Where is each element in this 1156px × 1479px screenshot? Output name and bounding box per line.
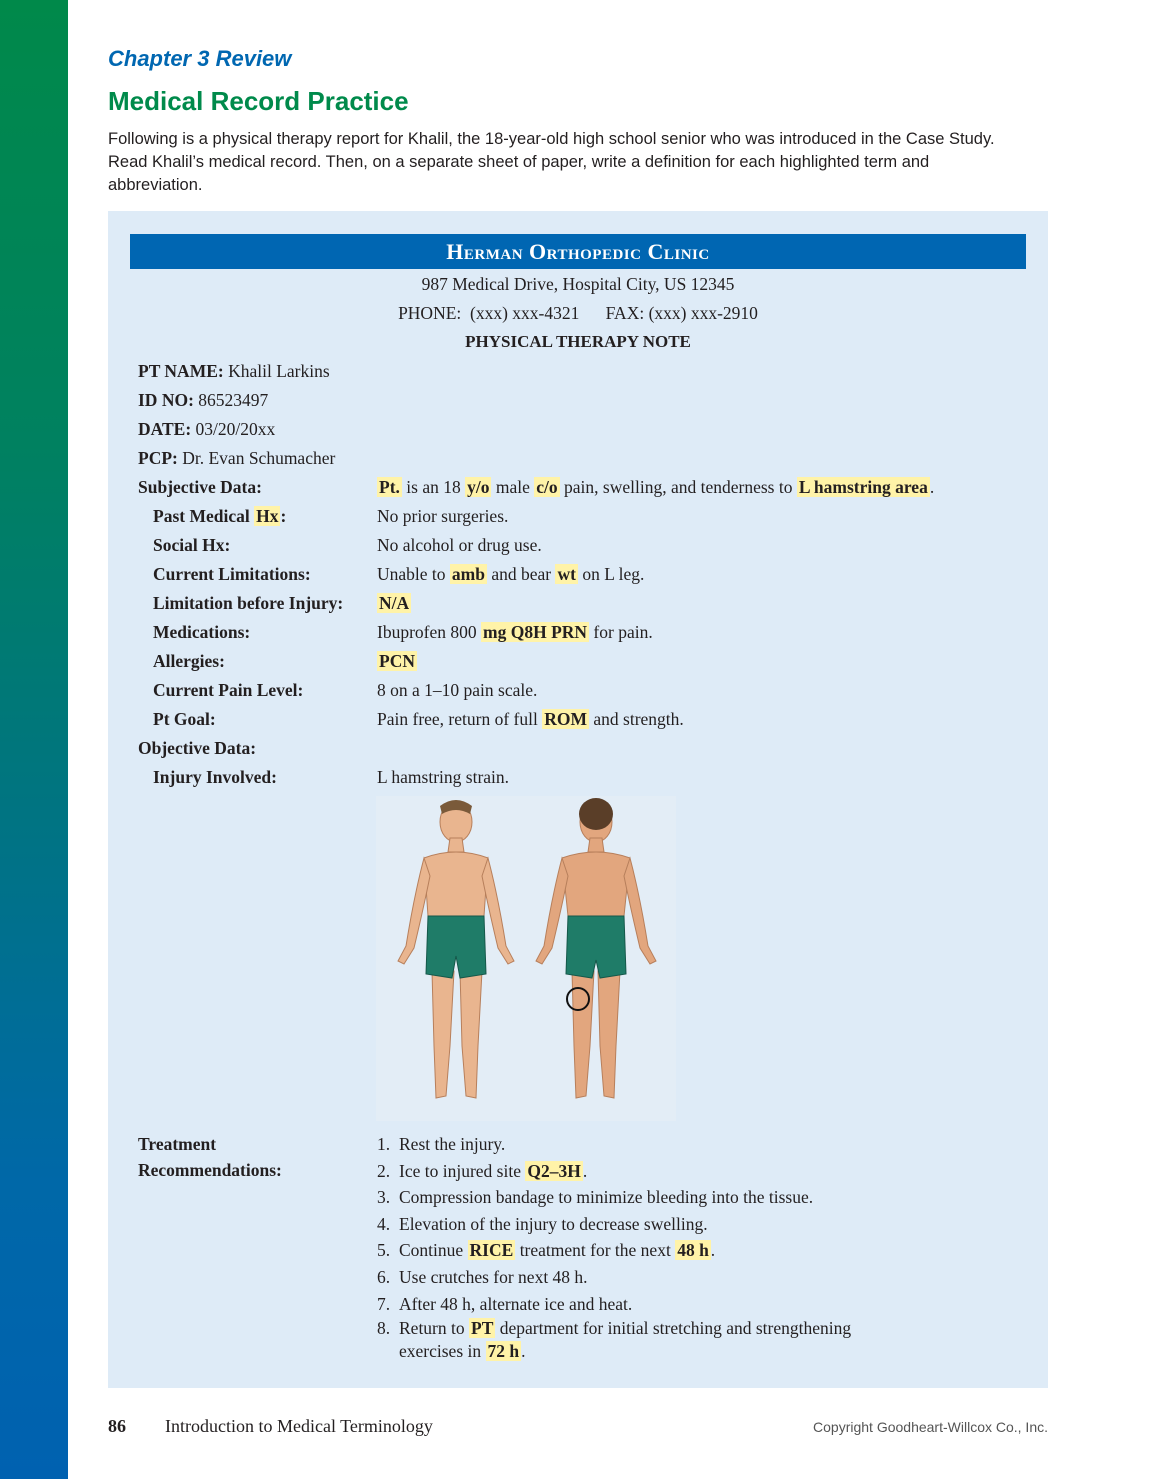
text-fragment: Ibuprofen 800 bbox=[377, 622, 482, 642]
list-item bbox=[377, 1131, 977, 1158]
list-item bbox=[377, 1184, 977, 1211]
treatment-list bbox=[377, 1131, 977, 1363]
pcp-label: PCP: bbox=[138, 448, 178, 468]
intro-paragraph: Following is a physical therapy report for Khalil, the 18-year-old high school senior who was introduced in the Case Study. Read Khalil’s medical record. Then, on a separate sheet of paper, write a definition for each highlighted term and abbreviation. bbox=[108, 130, 995, 194]
chapter-label: Chapter 3 Review bbox=[108, 46, 292, 71]
text-fragment: . bbox=[929, 477, 935, 497]
list-text: Rest the injury. bbox=[399, 1134, 506, 1154]
list-item bbox=[377, 1317, 977, 1363]
text-fragment: is an 18 bbox=[401, 477, 466, 497]
treatment-label bbox=[138, 1131, 282, 1183]
list-text: Use crutches for next 48 h. bbox=[399, 1266, 588, 1287]
current-limitations-label: Current Limitations: bbox=[153, 564, 311, 584]
list-item bbox=[377, 1211, 977, 1238]
date-row bbox=[138, 419, 275, 440]
objective-label: Objective Data: bbox=[138, 738, 257, 758]
text-fragment: Pain free, return of full bbox=[377, 709, 543, 729]
limitation-before-label: Limitation before Injury: bbox=[153, 593, 344, 613]
term-q2-3h: Q2–3H bbox=[527, 1160, 581, 1181]
text-fragment: Unable to bbox=[377, 564, 450, 584]
list-number: 5. bbox=[377, 1240, 391, 1261]
list-text: Continue bbox=[399, 1240, 468, 1261]
back-hair bbox=[579, 798, 613, 830]
text-fragment: and bear bbox=[486, 564, 556, 584]
id-label: ID NO: bbox=[138, 390, 194, 410]
pt-name-label: PT NAME: bbox=[138, 361, 224, 381]
pain-level-value: 8 on a 1–10 pain scale. bbox=[377, 680, 538, 700]
pt-goal-label: Pt Goal: bbox=[153, 709, 216, 729]
list-number: 7. bbox=[377, 1293, 391, 1314]
allergies-value bbox=[377, 651, 417, 672]
allergies-label: Allergies: bbox=[153, 651, 225, 671]
list-number: 6. bbox=[377, 1266, 391, 1287]
text-fragment: pain, swelling, and tenderness to bbox=[559, 477, 797, 497]
list-number: 8. bbox=[377, 1318, 391, 1339]
list-item bbox=[377, 1264, 977, 1291]
list-text: Compression bandage to minimize bleeding into the tissue. bbox=[399, 1187, 814, 1208]
book-title: Introduction to Medical Terminology bbox=[165, 1416, 433, 1436]
page-number: 86 bbox=[108, 1416, 126, 1436]
social-label: Social Hx: bbox=[153, 535, 231, 555]
treatment-label-line-1: Treatment bbox=[138, 1134, 217, 1154]
copyright-notice: Copyright Goodheart-Willcox Co., Inc. bbox=[813, 1419, 1048, 1435]
list-number: 1. bbox=[377, 1134, 391, 1154]
list-text: department for initial stretching and strengthening bbox=[495, 1318, 852, 1339]
list-text: After 48 h, alternate ice and heat. bbox=[399, 1293, 633, 1314]
list-item bbox=[377, 1237, 977, 1264]
term-pt: Pt. bbox=[379, 477, 400, 497]
list-text: . bbox=[582, 1160, 588, 1181]
social-value: No alcohol or drug use. bbox=[377, 535, 542, 555]
id-row bbox=[138, 390, 268, 411]
term-amb: amb bbox=[451, 564, 485, 584]
term-pt-department: PT bbox=[471, 1318, 494, 1339]
injury-value: L hamstring strain. bbox=[377, 767, 510, 787]
pain-level-label: Current Pain Level: bbox=[153, 680, 304, 700]
list-text: . bbox=[521, 1341, 526, 1362]
subjective-value bbox=[377, 477, 934, 498]
clinic-phone-fax: PHONE: (xxx) xxx-4321 FAX: (xxx) xxx-2910 bbox=[398, 303, 758, 323]
current-limitations-value bbox=[377, 564, 644, 585]
text-fragment: male bbox=[491, 477, 535, 497]
past-medical-label bbox=[153, 506, 286, 527]
list-text: Elevation of the injury to decrease swelling. bbox=[399, 1213, 708, 1234]
page-title: Medical Record Practice bbox=[108, 86, 409, 116]
list-text: treatment for the next bbox=[515, 1240, 676, 1261]
term-l-hamstring-area: L hamstring area bbox=[798, 477, 928, 497]
pcp-value: Dr. Evan Schumacher bbox=[182, 448, 336, 468]
term-pcn: PCN bbox=[379, 651, 415, 671]
list-text: . bbox=[710, 1240, 716, 1261]
list-text: Ice to injured site bbox=[399, 1160, 526, 1181]
pt-name-row bbox=[138, 361, 330, 382]
treatment-label-line-2: Recommendations: bbox=[138, 1160, 282, 1180]
term-yo: y/o bbox=[467, 477, 490, 497]
list-number: 2. bbox=[377, 1160, 391, 1181]
term-48h: 48 h bbox=[677, 1240, 709, 1261]
pt-name-value: Khalil Larkins bbox=[228, 361, 330, 381]
text-fragment: for pain. bbox=[589, 622, 653, 642]
term-mg-q8h-prn: mg Q8H PRN bbox=[483, 622, 588, 642]
body-diagram-illustration bbox=[376, 796, 676, 1121]
limitation-before-value bbox=[377, 593, 411, 614]
term-co: c/o bbox=[536, 477, 558, 497]
text-fragment: on L leg. bbox=[577, 564, 645, 584]
clinic-name-banner: Herman Orthopedic Clinic bbox=[130, 234, 1026, 269]
id-value: 86523497 bbox=[198, 390, 269, 410]
pcp-row bbox=[138, 448, 335, 469]
term-hx: Hx bbox=[256, 506, 279, 526]
text-fragment: and strength. bbox=[589, 709, 684, 729]
date-value: 03/20/20xx bbox=[195, 419, 276, 439]
list-item bbox=[377, 1291, 977, 1318]
past-medical-value: No prior surgeries. bbox=[377, 506, 509, 526]
medications-value bbox=[377, 622, 653, 643]
injury-label: Injury Involved: bbox=[153, 767, 277, 787]
term-72h: 72 h bbox=[487, 1341, 520, 1362]
list-text: exercises in bbox=[399, 1341, 486, 1362]
medications-label: Medications: bbox=[153, 622, 251, 642]
clinic-address: 987 Medical Drive, Hospital City, US 12345 bbox=[421, 274, 735, 294]
list-number: 3. bbox=[377, 1187, 391, 1208]
subjective-label: Subjective Data: bbox=[138, 477, 262, 497]
chapter-color-sidebar bbox=[0, 0, 68, 1479]
term-na: N/A bbox=[379, 593, 410, 613]
list-number: 4. bbox=[377, 1213, 391, 1234]
note-type: PHYSICAL THERAPY NOTE bbox=[465, 332, 691, 351]
list-text: Return to bbox=[399, 1318, 469, 1339]
term-rice: RICE bbox=[469, 1240, 514, 1261]
pt-goal-value bbox=[377, 709, 684, 730]
term-rom: ROM bbox=[544, 709, 587, 729]
medical-record-panel bbox=[108, 211, 1048, 1388]
term-wt: wt bbox=[557, 564, 576, 584]
list-item bbox=[377, 1158, 977, 1185]
date-label: DATE: bbox=[138, 419, 192, 439]
text-fragment: Past Medical bbox=[153, 506, 255, 526]
text-fragment: : bbox=[280, 506, 287, 526]
